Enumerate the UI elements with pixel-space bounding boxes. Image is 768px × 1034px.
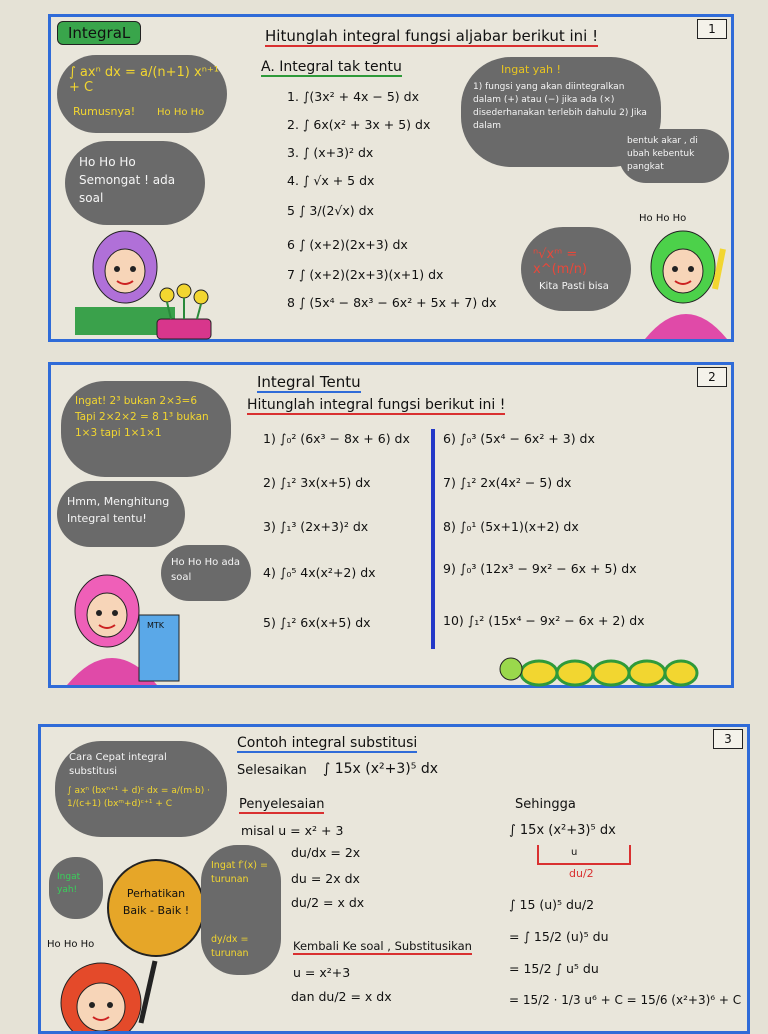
page-title: Contoh integral substitusi [237,735,418,751]
problem-item: 1. ∫(3x² + 4x − 5) dx [287,89,419,104]
problem-item: 4) ∫₀⁵ 4x(x²+2) dx [263,565,376,580]
step-line: du/2 = x dx [291,895,365,910]
derivative-bubble [201,845,281,975]
panel-2 [48,362,734,688]
problem-item: 3. ∫ (x+3)² dx [287,145,374,160]
problem-item: 1) ∫₀² (6x³ − 8x + 6) dx [263,431,410,446]
problem-item: 2) ∫₁² 3x(x+5) dx [263,475,371,490]
thinking-text: Hmm, Menghitung Integral tentu! [67,495,170,525]
ingat-text: Ingat! 2³ bukan 2×3=6 Tapi 2×2×2 = 8 1³ bukan 1×3 tapi 1×1×1 [75,395,209,439]
flower-pot-icon [151,279,217,341]
laugh-text: Ho Ho Ho [47,939,95,950]
caterpillar-icon [499,655,699,689]
final-step: = 15/2 · 1/3 u⁶ + C = 15/6 (x²+3)⁶ + C [509,993,742,1007]
problem-item: 8) ∫₀¹ (5x+1)(x+2) dx [443,519,579,534]
page-title: Hitunglah integral fungsi aljabar berikut ini ! [265,27,599,45]
dydx-text: dy/dx = turunan [211,934,249,959]
attention-sign-text: Perhatikan Baik - Baik ! [122,887,190,917]
problem-item: 8 ∫ (5x⁴ − 8x³ − 6x² + 5x + 7) dx [287,295,497,310]
quick-method-title: Cara Cepat integral substitusi [69,752,167,777]
formula-caption: Rumusnya! [73,105,136,118]
back-step: u = x²+3 [293,965,351,980]
problem-item: 5) ∫₁² 6x(x+5) dx [263,615,371,630]
back-step: dan du/2 = x dx [291,989,392,1004]
problem-item: 7) ∫₁² 2x(4x² − 5) dx [443,475,572,490]
thinking-bubble [57,481,185,547]
laugh-right: Ho Ho Ho [639,213,687,224]
attention-sign [107,859,205,957]
root-bubble [521,227,631,311]
quick-method-bubble [55,741,227,837]
reminder-title: Ingat yah ! [501,63,561,76]
panel-3 [38,724,750,1034]
ingat-bubble [61,381,231,477]
book-label: MTK [147,621,165,630]
girl-with-book-icon [57,571,187,687]
problem-item: 2. ∫ 6x(x² + 3x + 5) dx [287,117,431,132]
laugh-text: Ho Ho Ho [157,107,205,118]
root-formula: ⁿ√xᵐ = x^(m/n) [533,247,588,277]
problem-item: 6) ∫₀³ (5x⁴ − 6x² + 3) dx [443,431,595,446]
page-title: Integral Tentu [257,373,361,391]
final-step: = ∫ 15/2 (u)⁵ du [509,929,609,944]
topic-tag: IntegraL [57,21,141,45]
girl-character-bottom-icon [45,953,165,1031]
therefore-du: du/2 [569,867,594,880]
panel-1 [48,14,734,342]
derivative-text: Ingat f′(x) = turunan [211,860,268,885]
therefore-expr: ∫ 15x (x²+3)⁵ dx [509,823,616,838]
back-label: Kembali Ke soal , Substitusikan [293,939,472,953]
section-heading: A. Integral tak tentu [261,59,402,75]
step-line: du = 2x dx [291,871,360,886]
encourage-bubble [65,141,205,225]
reminder-text: 1) fungsi yang akan diintegralkan dalam (+) atau (−) jika ada (×) disederhanakan terlebih dahulu 2) Jika dalam [473,82,647,131]
power-rule-formula: ∫ axⁿ dx = a/(n+1) xⁿ⁺¹ + C [69,65,219,95]
formula-bubble [57,55,227,133]
ingat-small-text: Ingat yah! [57,872,81,895]
girl-character-right-icon [641,229,731,341]
column-divider [431,429,435,649]
final-step: = 15/2 ∫ u⁵ du [509,961,599,976]
problem-item: 5 ∫ 3/(2√x) dx [287,203,374,218]
therefore-label: Sehingga [515,797,576,812]
panel-number: 3 [713,729,743,749]
problem-item: 10) ∫₁² (15x⁴ − 9x² − 6x + 2) dx [443,613,645,628]
page-subtitle: Hitunglah integral fungsi berikut ini ! [247,397,506,413]
root-caption: Kita Pasti bisa [539,281,609,292]
soal-text: Ho Ho Ho ada soal [171,557,241,583]
panel-number: 2 [697,367,727,387]
quick-method-formula: ∫ axⁿ (bxⁿ⁺¹ + d)ᶜ dx = a/(m·b) · 1/(c+1) (bxᵐ+d)ᶜ⁺¹ + C [67,786,210,809]
problem-item: 6 ∫ (x+2)(2x+3) dx [287,237,408,252]
problem-item: 4. ∫ √x + 5 dx [287,173,375,188]
final-step: ∫ 15 (u)⁵ du/2 [509,897,595,912]
problem-item: 9) ∫₀³ (12x³ − 9x² − 6x + 5) dx [443,561,637,576]
substitution-bracket [537,845,631,865]
problem-expr: ∫ 15x (x²+3)⁵ dx [323,761,438,777]
step-line: du/dx = 2x [291,845,361,860]
panel-number: 1 [697,19,727,39]
ingat-small-bubble [49,857,103,919]
step-line: misal u = x² + 3 [241,823,344,838]
encourage-text: Ho Ho Ho Semongat ! ada soal [79,155,176,205]
solution-label: Penyelesaian [239,797,325,812]
reminder-text-2: bentuk akar , di ubah kebentuk pangkat [627,136,698,172]
therefore-u: u [571,847,578,858]
problem-label: Selesaikan [237,763,307,778]
problem-item: 7 ∫ (x+2)(2x+3)(x+1) dx [287,267,444,282]
problem-item: 3) ∫₁³ (2x+3)² dx [263,519,369,534]
reminder-bubble-2 [619,129,729,183]
